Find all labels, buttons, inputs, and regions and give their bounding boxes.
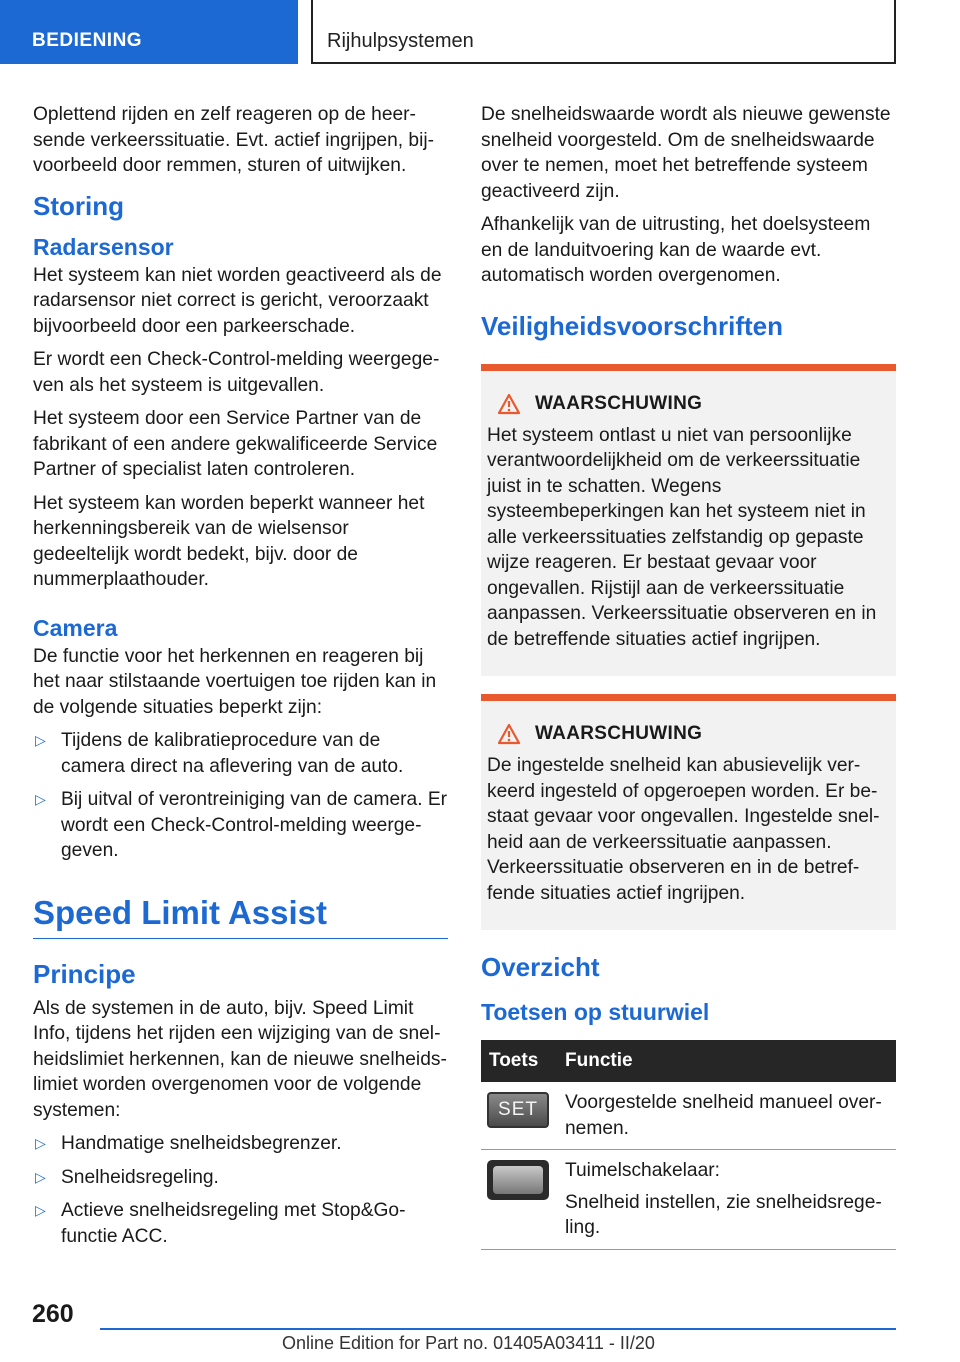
triangle-bullet-icon: ▷ [35,732,46,748]
set-key-label: SET [498,1099,538,1121]
warning-triangle-icon [497,393,521,415]
list-item-text: Snelheidsregeling. [61,1166,219,1188]
warning-title-text: WAARSCHUWING [535,392,703,414]
triangle-bullet-icon: ▷ [35,1135,46,1151]
principe-list [33,1131,448,1249]
list-item-text: Actieve snelheidsregeling met Stop&Go-functie ACC. [61,1200,406,1247]
radar-paragraph-1: Het systeem kan niet worden geactiveerd als de radarsensor niet correct is gericht, veroorzaakt bijvoorbeeld door een parkeerschade. [33,264,442,337]
warning-text: Het systeem ontlast u niet van persoonlijke verantwoordelijkheid om de verkeerssituatie juist in te schatten. Wegens systeembeperkingen kan het systeem niet in alle verkeerssituaties zelfstandig op gepaste wijze reageren. Er bestaat gevaar voor ongevallen. Rijstijl aan de verkeerssituatie aanpassen. Verkeerssituatie observeren en in de betreffende situaties actief ingrijpen. [487,424,877,650]
triangle-bullet-icon: ▷ [35,1202,46,1218]
key-cell [481,1082,557,1150]
list-item [33,1165,448,1191]
list-item [33,1198,448,1249]
table-row [481,1082,896,1150]
list-item-text: Tijdens de kalibratieprocedure van de camera direct na aflevering van de auto. [61,730,404,777]
list-item-text: Bij uitval of verontreiniging van de camera. Er wordt een Check-Control-melding weergegeven. [61,789,448,861]
left-column [33,102,448,1257]
function-text: Snelheid instellen, zie snelheidsregeling. [565,1191,882,1238]
list-item [33,1131,448,1157]
chapter-title: Rijhulpsystemen [311,0,896,64]
warning-text: De ingestelde snelheid kan abusievelijk verkeerd ingesteld of opgeroepen worden. Er bestaat gevaar voor ongevallen. Ingestelde snelheid aan de verkeerssituatie aanpassen. Verkeerssituatie observeren en in de betreffende situaties actief ingrijpen. [487,755,880,904]
warning-triangle-icon [497,723,521,745]
principe-paragraph: Als de systemen in de auto, bijv. Speed Limit Info, tijdens het rijden een wijziging van de snelheidslimiet herkennen, kan de nieuwe snelheidslimiet worden overgenomen voor de volgende systemen: [33,997,447,1121]
keys-table [481,1040,896,1250]
overzicht-heading: Overzicht [481,952,600,982]
right-column [481,102,896,1250]
triangle-bullet-icon: ▷ [35,791,46,807]
footer-edition: Online Edition for Part no. 01405A03411 - II/20 [282,1333,655,1353]
camera-heading: Camera [33,614,118,641]
list-item-text: Handmatige snelheidsbegrenzer. [61,1133,342,1154]
function-text: Tuimelschakelaar: [565,1160,720,1181]
function-cell: Voorgestelde snelheid manueel overnemen. [557,1082,896,1150]
warning-title-text: WAARSCHUWING [535,723,703,744]
page-number: 260 [32,1300,74,1328]
warning-box [481,364,896,677]
table-header-row [481,1040,896,1082]
triangle-bullet-icon: ▷ [35,1168,46,1185]
toetsen-heading: Toetsen op stuurwiel [481,999,710,1025]
radar-paragraph-2: Er wordt een Check-Control-melding weergegeven als het systeem is uitgevallen. [33,349,440,396]
rocker-switch-icon [487,1160,549,1200]
list-item [33,728,448,779]
storing-heading: Storing [33,190,124,221]
right-paragraph-1: De snelheidswaarde wordt als nieuwe gewenste snelheid voorgesteld. Om de snelheidswaarde over te nemen, moet het betreffende systeem geactiveerd zijn. [481,104,891,202]
right-paragraph-2: Afhankelijk van de uitrusting, het doelsysteem en de landuitvoering kan de waarde evt. automatisch worden overgenomen. [481,214,871,286]
set-button-icon [487,1092,549,1128]
list-item [33,787,448,864]
warning-box [481,694,896,930]
function-cell [557,1150,896,1250]
column-header-function: Functie [557,1040,896,1082]
speed-limit-assist-heading: Speed Limit Assist [33,894,448,939]
section-tab: BEDIENING [0,0,298,64]
key-cell [481,1150,557,1250]
camera-list [33,728,448,864]
intro-paragraph: Oplettend rijden en zelf reageren op de heersende verkeerssituatie. Evt. actief ingrijpen, bijvoorbeeld door remmen, sturen of uitwijken. [33,104,434,176]
radarsensor-heading: Radarsensor [33,233,174,260]
warning-title [487,393,888,415]
safety-heading: Veiligheidsvoorschriften [481,310,783,341]
footer-divider [100,1328,896,1330]
warning-title [487,723,888,745]
radar-paragraph-3: Het systeem door een Service Partner van de fabrikant of een andere gekwalificeerde Service Partner of specialist laten controleren. [33,408,438,480]
column-header-key: Toets [481,1040,557,1082]
principe-heading: Principe [33,958,136,989]
camera-paragraph: De functie voor het herkennen en reageren bij het naar stilstaande voertuigen toe rijden kan in de volgende situaties beperkt zijn: [33,645,437,718]
table-row [481,1150,896,1250]
radar-paragraph-4: Het systeem kan worden beperkt wanneer het herkenningsbereik van de wielsensor gedeeltelijk wordt bedekt, bijv. door de nummerplaathouder. [33,492,425,590]
